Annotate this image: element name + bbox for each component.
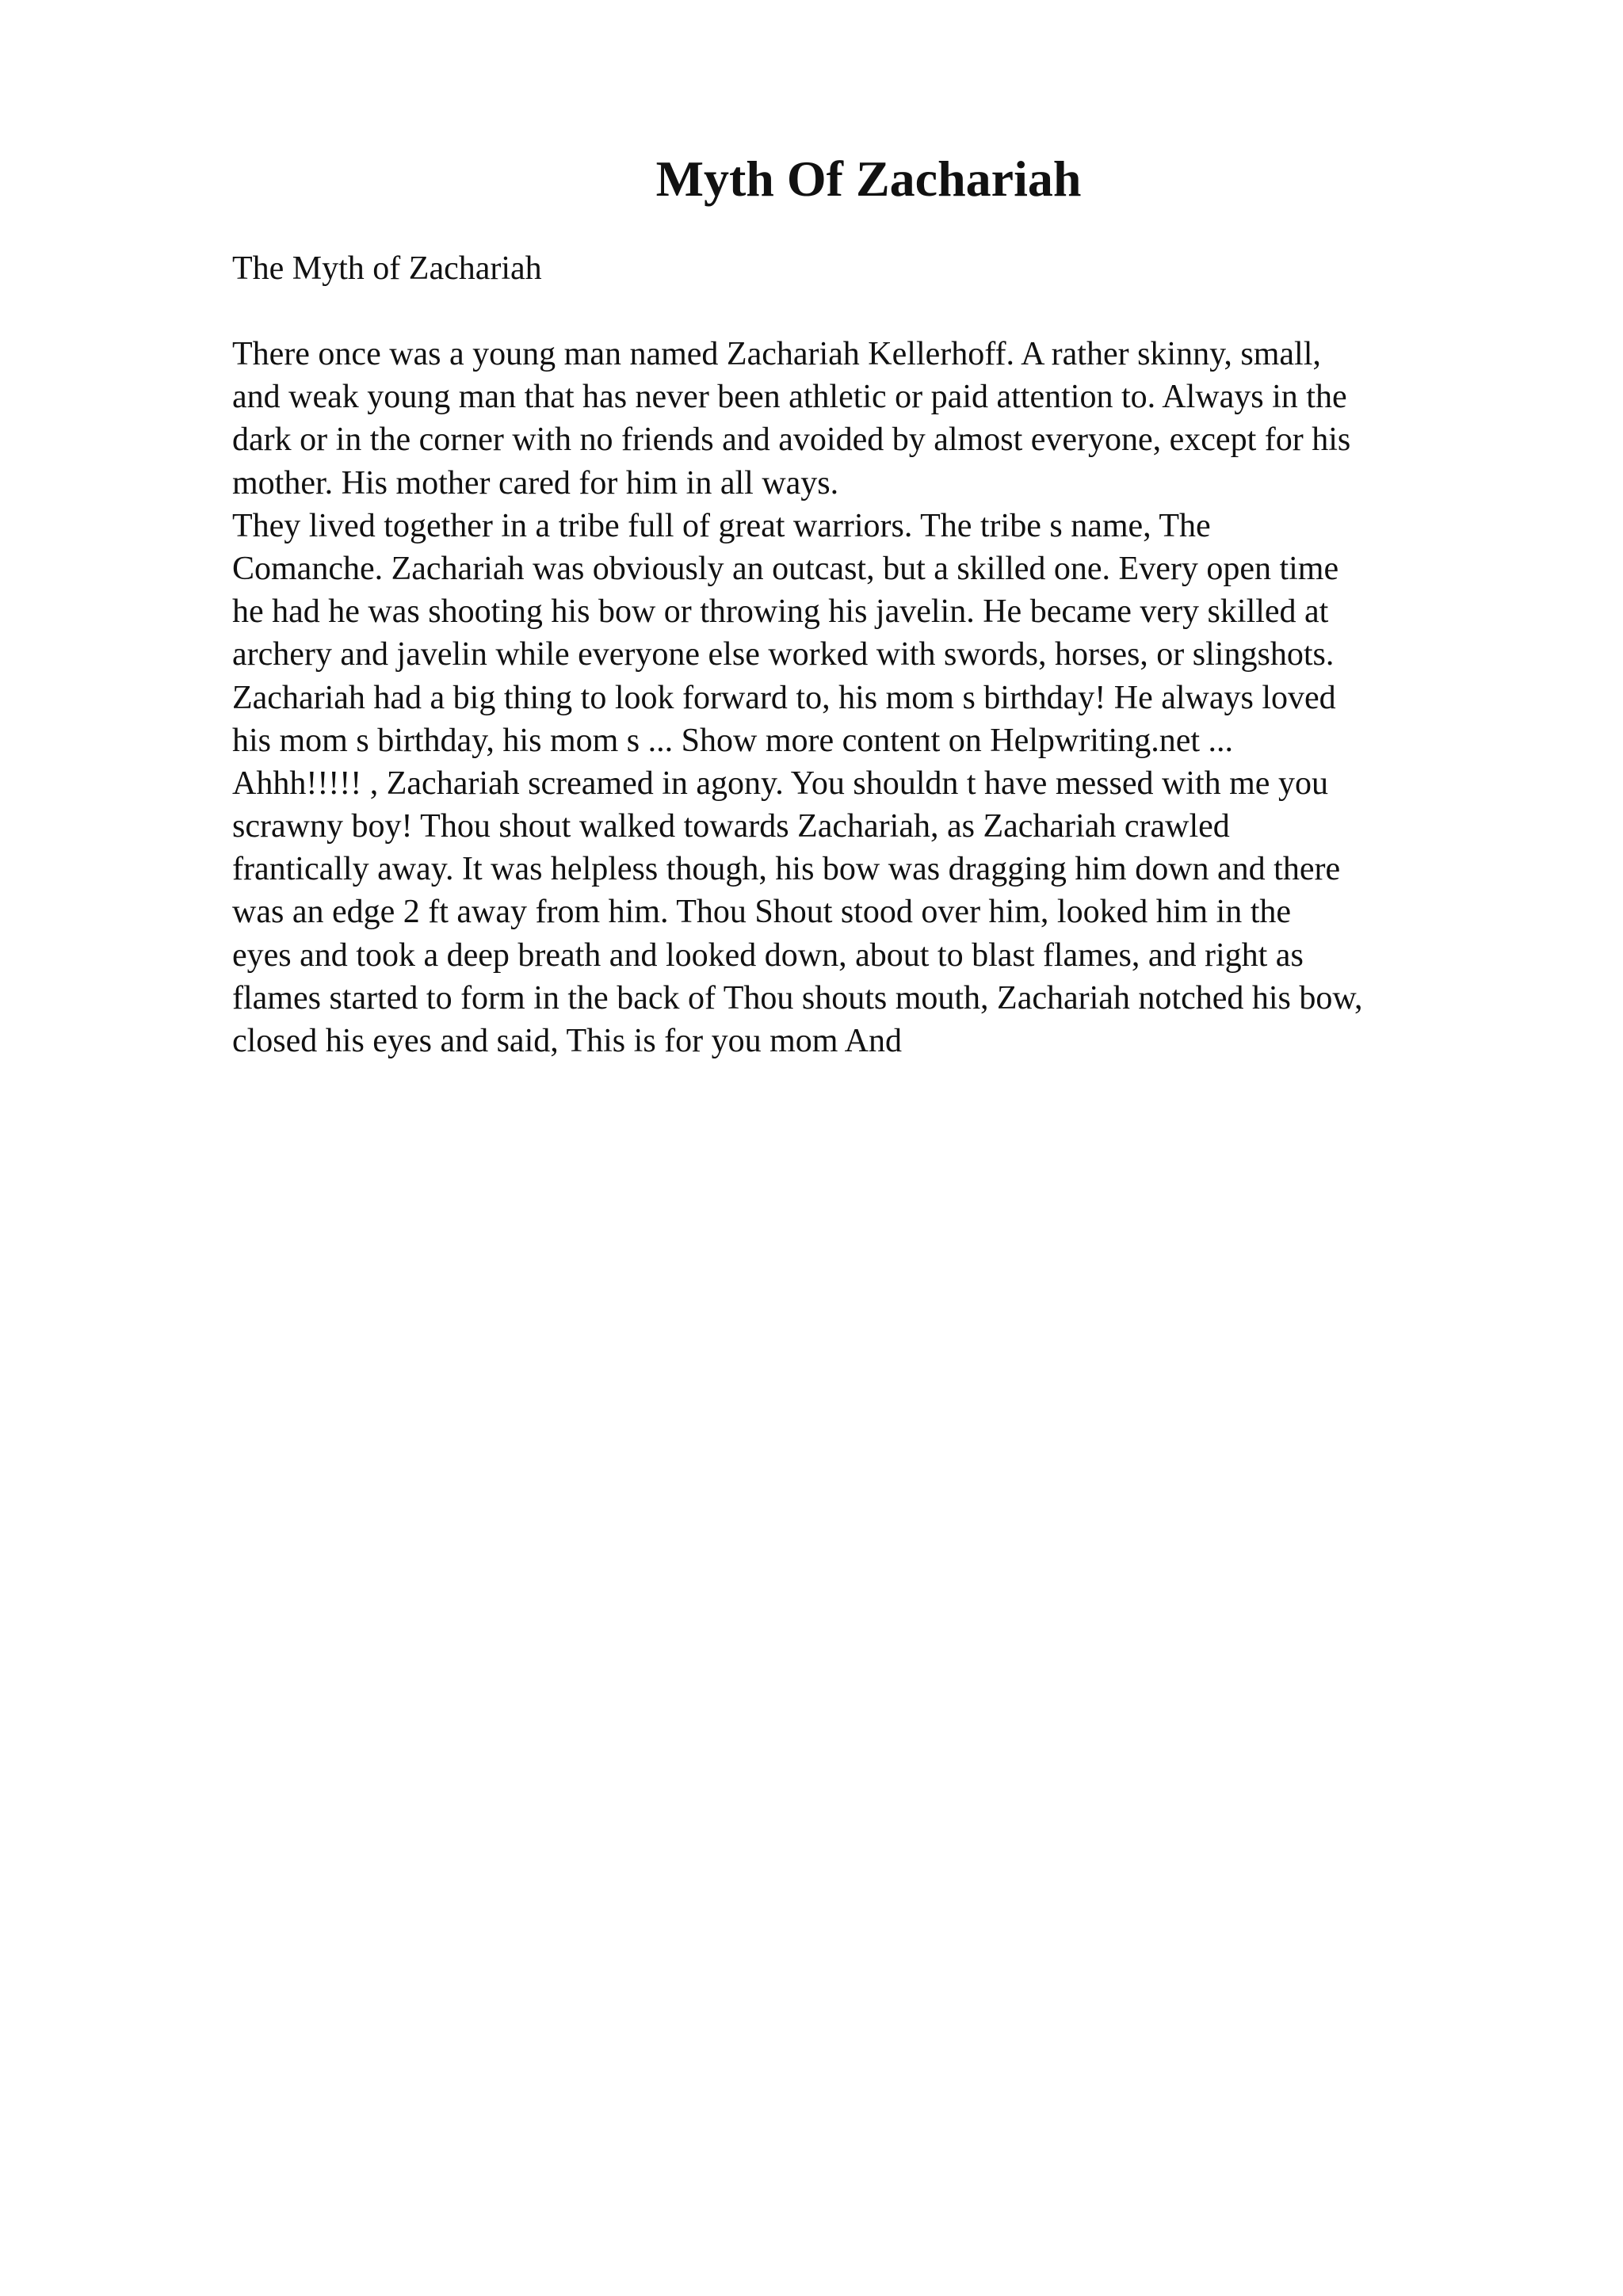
body-line: and weak young man that has never been athletic or paid attention to. Always in the xyxy=(232,379,1347,416)
body-line: eyes and took a deep breath and looked down, about to blast flames, and right as xyxy=(232,936,1304,974)
body-line: archery and javelin while everyone else worked with swords, horses, or slingshots. xyxy=(232,636,1335,673)
body-line: dark or in the corner with no friends and avoided by almost everyone, except for his xyxy=(232,421,1351,459)
body-line: Zachariah had a big thing to look forward to, his mom s birthday! He always loved xyxy=(232,679,1336,716)
body-line: scrawny boy! Thou shout walked towards Zachariah, as Zachariah crawled xyxy=(232,808,1230,845)
body-line: Ahhh!!!!! , Zachariah screamed in agony. You shouldn t have messed with me you xyxy=(232,765,1328,802)
page-title: Myth Of Zachariah xyxy=(655,151,1082,207)
body-line: flames started to form in the back of Thou shouts mouth, Zachariah notched his bow, xyxy=(232,979,1363,1016)
body-line: Comanche. Zachariah was obviously an outcast, but a skilled one. Every open time xyxy=(232,550,1339,587)
body-line: was an edge 2 ft away from him. Thou Shout stood over him, looked him in the xyxy=(232,894,1292,931)
body-line: he had he was shooting his bow or throwing his javelin. He became very skilled at xyxy=(232,593,1329,631)
body-line: There once was a young man named Zachariah Kellerhoff. A rather skinny, small, xyxy=(232,336,1321,372)
document-body xyxy=(232,333,1532,1062)
body-line: frantically away. It was helpless though, his bow was dragging him down and there xyxy=(232,851,1341,888)
body-line: They lived together in a tribe full of great warriors. The tribe s name, The xyxy=(232,507,1211,544)
body-line: closed his eyes and said, This is for you mom And xyxy=(232,1023,902,1059)
document-subtitle: The Myth of Zachariah xyxy=(232,250,542,287)
body-line: mother. His mother cared for him in all ways. xyxy=(232,464,839,502)
body-line: his mom s birthday, his mom s ... Show more content on Helpwriting.net ... xyxy=(232,722,1234,759)
